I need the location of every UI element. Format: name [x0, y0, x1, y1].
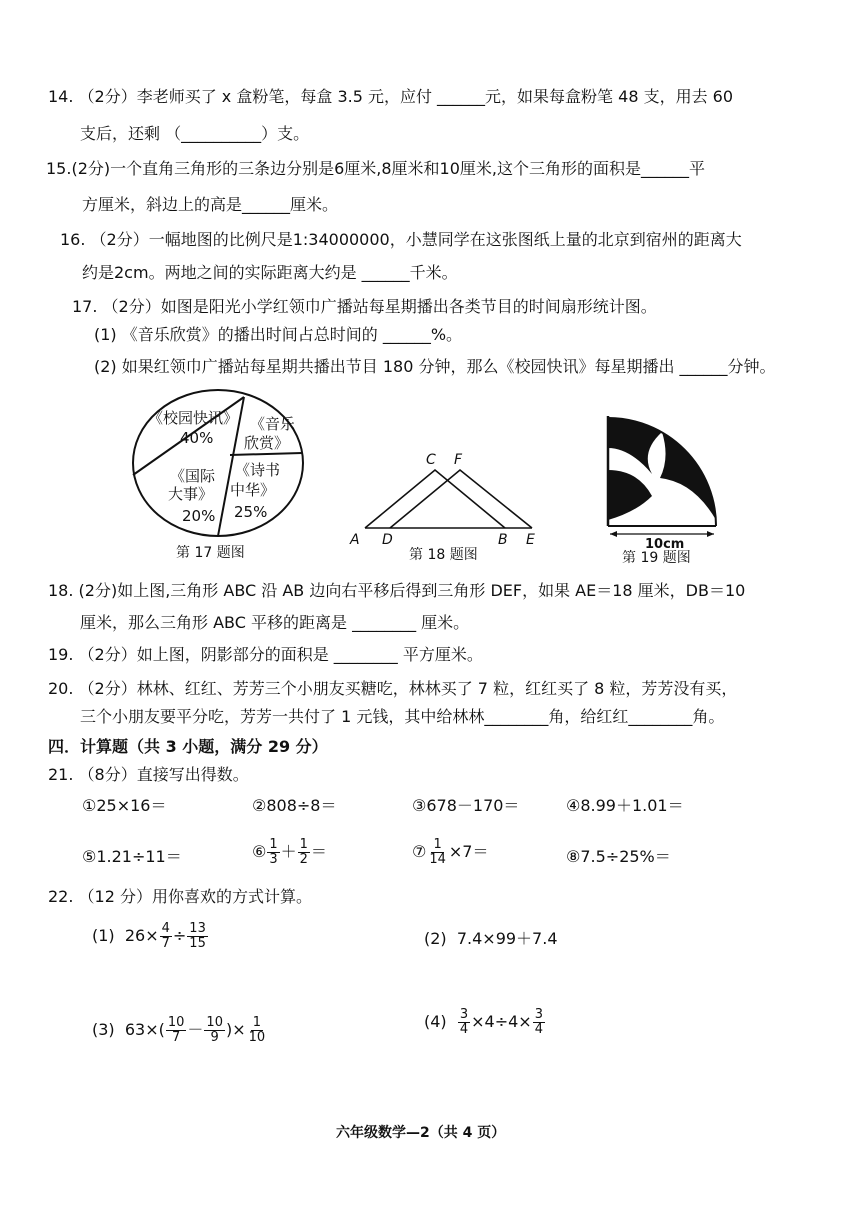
- label-c: C: [426, 452, 436, 468]
- question-14-line-1: 14. （2分）李老师买了 x 盒粉笔，每盒 3.5 元，应付 ______元，如果每盒粉笔 48 支，用去 60: [48, 87, 734, 106]
- figure-18-caption: 第 18 题图: [409, 547, 478, 563]
- question-17-part-2: (2) 如果红领巾广播站每星期共播出节目 180 分钟，那么《校园快讯》每星期播出 ______分钟。: [94, 357, 776, 376]
- question-17-part-1: (1) 《音乐欣赏》的播出时间占总时间的 ______%。: [94, 325, 463, 344]
- pie-chart-figure: [130, 385, 310, 540]
- q21-item-4: ④8.99＋1.01＝: [566, 796, 684, 815]
- q22-problem-4: (4) $\frac{3}{4}$ ×4÷4× $\frac{3}{4}$: [424, 1007, 543, 1037]
- label-f: F: [454, 452, 463, 468]
- q21-item-3: ③678－170＝: [412, 796, 520, 815]
- triangle-translation-figure: [340, 448, 550, 548]
- slice-label-music-2: 欣赏》: [244, 434, 290, 452]
- question-18-line-1: 18. (2分)如上图,三角形 ABC 沿 AB 边向右平移后得到三角形 DEF，如果 AE＝18 厘米，DB＝10: [48, 581, 746, 600]
- figure-19-caption: 第 19 题图: [622, 550, 691, 566]
- section-4-heading: 四．计算题（共 3 小题，满分 29 分）: [48, 737, 328, 756]
- slice-label-campus-news-percent: 40%: [180, 429, 214, 447]
- question-20-line-1: 20. （2分）林林、红红、芳芳三个小朋友买糖吃，林林买了 7 粒，红红买了 8 粒，芳芳没有买，: [48, 679, 738, 698]
- question-14-line-2: 支后，还剩 （__________）支。: [80, 124, 310, 143]
- q21-item-8: ⑧7.5÷25%＝: [566, 847, 671, 866]
- label-a: A: [350, 532, 360, 548]
- label-e: E: [526, 532, 535, 548]
- page-footer: 六年级数学—2（共 4 页）: [336, 1125, 506, 1141]
- slice-label-poetry-1: 《诗书: [235, 461, 281, 479]
- quarter-circle-figure: [600, 408, 730, 548]
- label-b: B: [498, 532, 508, 548]
- shaded-region-right: [660, 432, 716, 520]
- dimension-arrow-right: [707, 531, 714, 537]
- slice-label-music-1: 《音乐: [250, 415, 296, 433]
- dimension-label: 10cm: [645, 537, 685, 548]
- slice-label-poetry-2: 中华》: [230, 481, 276, 499]
- q21-item-5: ⑤1.21÷11＝: [82, 847, 182, 866]
- q21-item-6: ⑥ $\frac{1}{3}$ ＋ $\frac{1}{2}$ ＝: [252, 837, 327, 867]
- question-18-line-2: 厘米，那么三角形 ABC 平移的距离是 ________ 厘米。: [80, 613, 470, 632]
- pie-divider-3: [230, 453, 302, 455]
- q22-problem-2: (2) 7.4×99＋7.4: [424, 929, 558, 948]
- shaded-region-left: [608, 470, 652, 520]
- question-17-line: 17. （2分）如图是阳光小学红领巾广播站每星期播出各类节目的时间扇形统计图。: [72, 297, 657, 316]
- dimension-arrow-left: [610, 531, 617, 537]
- slice-label-world-2: 大事》: [168, 485, 214, 503]
- triangle-abc: [365, 470, 505, 528]
- slice-label-campus-news: 《校园快讯》: [148, 409, 239, 427]
- question-21-line: 21. （8分）直接写出得数。: [48, 765, 249, 784]
- q21-item-2: ②808÷8＝: [252, 796, 337, 815]
- question-19-line: 19. （2分）如上图，阴影部分的面积是 ________ 平方厘米。: [48, 645, 483, 664]
- label-d: D: [382, 532, 393, 548]
- shaded-region-top: [608, 418, 662, 474]
- q22-problem-3: (3) 63×( $\frac{10}{7}$ － $\frac{10}{9}$ )× $\frac{1}{10}$: [92, 1015, 266, 1045]
- question-15-line-2: 方厘米，斜边上的高是______厘米。: [82, 195, 339, 214]
- slice-label-poetry-percent: 25%: [234, 503, 268, 521]
- slice-label-world-percent: 20%: [182, 507, 216, 525]
- question-22-line: 22. （12 分）用你喜欢的方式计算。: [48, 887, 312, 906]
- question-15-line-1: 15.(2分)一个直角三角形的三条边分别是6厘米,8厘米和10厘米,这个三角形的面积是______平: [46, 159, 706, 178]
- q21-item-1: ①25×16＝: [82, 796, 167, 815]
- question-16-line-2: 约是2cm。两地之间的实际距离大约是 ______千米。: [82, 263, 458, 282]
- question-16-line-1: 16. （2分）一幅地图的比例尺是1:34000000，小慧同学在这张图纸上量的北京到宿州的距离大: [60, 230, 742, 249]
- triangle-def: [390, 470, 532, 528]
- question-20-line-2: 三个小朋友要平分吃，芳芳一共付了 1 元钱，其中给林林________角，给红红________角。: [80, 707, 725, 726]
- q22-problem-1: (1) 26× $\frac{4}{7}$ ÷ $\frac{13}{15}$: [92, 921, 206, 951]
- q21-item-7: ⑦ $\frac{1}{14}$ ×7＝: [412, 837, 489, 867]
- figure-17-caption: 第 17 题图: [176, 545, 245, 561]
- slice-label-world-1: 《国际: [170, 467, 216, 485]
